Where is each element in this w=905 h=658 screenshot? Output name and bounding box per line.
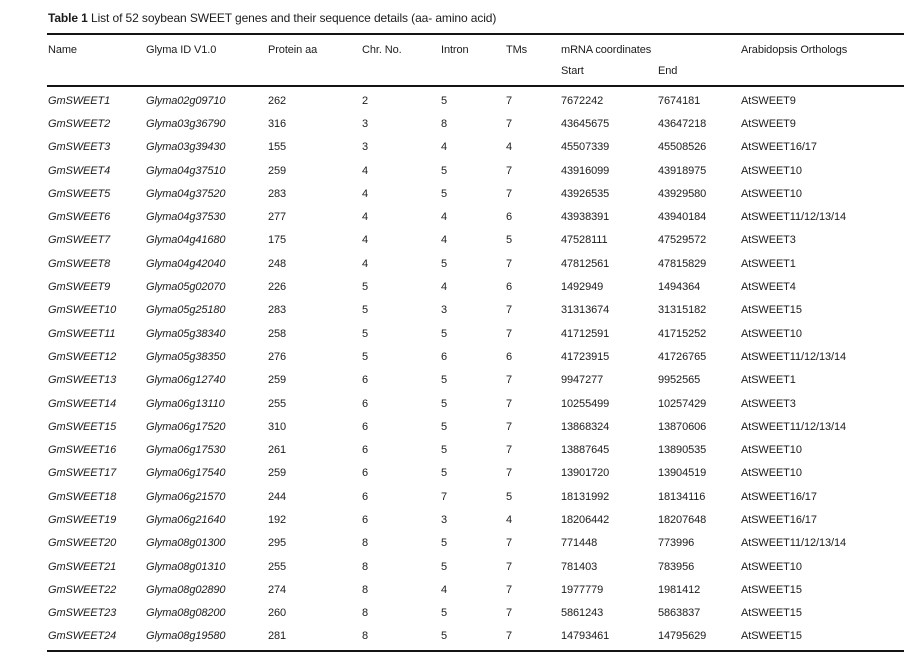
cell-protein-aa: 175: [268, 234, 287, 247]
cell-protein-aa: 255: [268, 397, 287, 410]
cell-tms: 6: [506, 350, 513, 363]
cell-chr-no: 6: [362, 513, 369, 526]
cell-tms: 7: [506, 467, 513, 480]
cell-mrna-start: 47812561: [561, 257, 610, 270]
cell-glyma-id: Glyma03g39430: [146, 141, 226, 154]
table-row: [47, 322, 904, 345]
cell-gene-name: GmSWEET13: [48, 374, 117, 387]
cell-intron: 5: [441, 560, 448, 573]
cell-glyma-id: Glyma06g17520: [146, 420, 226, 433]
cell-mrna-start: 1492949: [561, 281, 604, 294]
cell-protein-aa: 248: [268, 257, 287, 270]
cell-chr-no: 2: [362, 94, 369, 107]
cell-tms: 7: [506, 164, 513, 177]
cell-tms: 7: [506, 537, 513, 550]
col-header-tms: TMs: [506, 44, 528, 56]
cell-chr-no: 4: [362, 211, 369, 224]
col-header-chr-no: Chr. No.: [362, 44, 402, 56]
cell-ortholog: AtSWEET15: [741, 304, 802, 317]
table-row: [47, 275, 904, 298]
col-header-start: Start: [561, 65, 584, 77]
cell-intron: 5: [441, 467, 448, 480]
cell-protein-aa: 259: [268, 467, 287, 480]
cell-mrna-start: 41712591: [561, 327, 610, 340]
cell-intron: 5: [441, 164, 448, 177]
cell-gene-name: GmSWEET11: [48, 327, 116, 340]
cell-ortholog: AtSWEET10: [741, 444, 802, 457]
cell-mrna-end: 13890535: [658, 444, 707, 457]
table-row: [47, 485, 904, 508]
cell-glyma-id: Glyma06g17530: [146, 444, 226, 457]
cell-glyma-id: Glyma08g08200: [146, 607, 226, 620]
cell-chr-no: 3: [362, 117, 369, 130]
cell-protein-aa: 295: [268, 537, 287, 550]
cell-protein-aa: 316: [268, 117, 287, 130]
cell-protein-aa: 274: [268, 583, 287, 596]
cell-intron: 4: [441, 234, 448, 247]
cell-glyma-id: Glyma06g17540: [146, 467, 226, 480]
cell-ortholog: AtSWEET15: [741, 630, 802, 643]
cell-chr-no: 5: [362, 327, 369, 340]
cell-ortholog: AtSWEET10: [741, 467, 802, 480]
cell-chr-no: 6: [362, 490, 369, 503]
cell-protein-aa: 276: [268, 350, 287, 363]
table-row: [47, 532, 904, 555]
table-row: [47, 182, 904, 205]
cell-tms: 5: [506, 234, 513, 247]
cell-tms: 7: [506, 327, 513, 340]
cell-mrna-start: 43926535: [561, 187, 610, 200]
cell-mrna-start: 14793461: [561, 630, 610, 643]
cell-mrna-end: 47529572: [658, 234, 707, 247]
cell-tms: 7: [506, 630, 513, 643]
cell-intron: 4: [441, 583, 448, 596]
cell-mrna-start: 13901720: [561, 467, 610, 480]
cell-chr-no: 6: [362, 397, 369, 410]
cell-intron: 7: [441, 490, 448, 503]
cell-gene-name: GmSWEET7: [48, 234, 111, 247]
cell-chr-no: 5: [362, 304, 369, 317]
cell-glyma-id: Glyma06g21640: [146, 513, 226, 526]
cell-intron: 6: [441, 350, 448, 363]
cell-mrna-end: 47815829: [658, 257, 707, 270]
cell-mrna-start: 7672242: [561, 94, 604, 107]
cell-mrna-end: 7674181: [658, 94, 701, 107]
cell-mrna-end: 783956: [658, 560, 695, 573]
cell-intron: 5: [441, 187, 448, 200]
cell-intron: 5: [441, 374, 448, 387]
cell-mrna-end: 1981412: [658, 583, 701, 596]
cell-chr-no: 8: [362, 583, 369, 596]
cell-gene-name: GmSWEET14: [48, 397, 117, 410]
cell-gene-name: GmSWEET17: [48, 467, 117, 480]
cell-gene-name: GmSWEET4: [48, 164, 111, 177]
cell-glyma-id: Glyma04g37530: [146, 211, 226, 224]
cell-ortholog: AtSWEET16/17: [741, 141, 817, 154]
table-body: [47, 87, 904, 650]
table-1: [47, 8, 904, 652]
col-header-name: Name: [48, 44, 77, 56]
table-row: [47, 602, 904, 625]
cell-ortholog: AtSWEET11/12/13/14: [741, 420, 846, 433]
cell-protein-aa: 192: [268, 513, 287, 526]
cell-mrna-end: 1494364: [658, 281, 701, 294]
cell-chr-no: 6: [362, 374, 369, 387]
table-row: [47, 205, 904, 228]
cell-mrna-end: 41726765: [658, 350, 707, 363]
cell-protein-aa: 310: [268, 420, 287, 433]
caption-text: List of 52 soybean SWEET genes and their sequence details (aa- amino acid): [87, 11, 497, 25]
cell-tms: 7: [506, 560, 513, 573]
col-header-end: End: [658, 65, 678, 77]
cell-intron: 5: [441, 420, 448, 433]
cell-gene-name: GmSWEET15: [48, 420, 117, 433]
cell-tms: 7: [506, 444, 513, 457]
cell-tms: 4: [506, 141, 513, 154]
cell-glyma-id: Glyma06g13110: [146, 397, 225, 410]
cell-intron: 5: [441, 444, 448, 457]
col-header-mrna-coordinates: mRNA coordinates: [561, 44, 652, 56]
cell-mrna-end: 9952565: [658, 374, 701, 387]
cell-gene-name: GmSWEET18: [48, 490, 117, 503]
table-row: [47, 508, 904, 531]
cell-tms: 7: [506, 94, 513, 107]
cell-mrna-end: 43929580: [658, 187, 707, 200]
cell-ortholog: AtSWEET1: [741, 374, 796, 387]
bottom-rule: [47, 650, 904, 652]
cell-gene-name: GmSWEET10: [48, 304, 117, 317]
cell-ortholog: AtSWEET9: [741, 117, 796, 130]
cell-glyma-id: Glyma04g41680: [146, 234, 226, 247]
cell-glyma-id: Glyma04g37510: [146, 164, 226, 177]
cell-protein-aa: 281: [268, 630, 287, 643]
cell-chr-no: 8: [362, 560, 369, 573]
cell-glyma-id: Glyma05g02070: [146, 281, 226, 294]
cell-chr-no: 4: [362, 257, 369, 270]
table-row: [47, 392, 904, 415]
table-row: [47, 159, 904, 182]
cell-intron: 3: [441, 513, 448, 526]
cell-tms: 7: [506, 257, 513, 270]
table-caption: [47, 8, 904, 33]
cell-mrna-start: 771448: [561, 537, 598, 550]
cell-intron: 5: [441, 327, 448, 340]
table-row: [47, 555, 904, 578]
table-label: Table 1: [48, 11, 88, 25]
table-row: [47, 625, 904, 648]
cell-mrna-end: 43918975: [658, 164, 707, 177]
cell-chr-no: 6: [362, 420, 369, 433]
cell-glyma-id: Glyma04g37520: [146, 187, 226, 200]
cell-ortholog: AtSWEET10: [741, 164, 802, 177]
table-row: [47, 438, 904, 461]
cell-mrna-start: 41723915: [561, 350, 610, 363]
cell-glyma-id: Glyma05g25180: [146, 304, 226, 317]
table-row: [47, 369, 904, 392]
col-header-glyma-id: Glyma ID V1.0: [146, 44, 217, 56]
cell-ortholog: AtSWEET11/12/13/14: [741, 211, 846, 224]
cell-mrna-start: 9947277: [561, 374, 604, 387]
table-row: [47, 578, 904, 601]
cell-gene-name: GmSWEET21: [48, 560, 117, 573]
cell-intron: 5: [441, 630, 448, 643]
cell-ortholog: AtSWEET10: [741, 327, 802, 340]
cell-gene-name: GmSWEET2: [48, 117, 111, 130]
header-row-2: [47, 56, 904, 85]
cell-ortholog: AtSWEET16/17: [741, 513, 817, 526]
cell-protein-aa: 255: [268, 560, 287, 573]
cell-ortholog: AtSWEET4: [741, 281, 796, 294]
cell-gene-name: GmSWEET9: [48, 281, 111, 294]
cell-mrna-start: 31313674: [561, 304, 610, 317]
cell-protein-aa: 262: [268, 94, 287, 107]
cell-glyma-id: Glyma03g36790: [146, 117, 226, 130]
cell-tms: 6: [506, 281, 513, 294]
cell-tms: 7: [506, 304, 513, 317]
cell-mrna-start: 13887645: [561, 444, 610, 457]
cell-gene-name: GmSWEET3: [48, 141, 111, 154]
cell-intron: 5: [441, 397, 448, 410]
cell-mrna-end: 18134116: [658, 490, 706, 503]
cell-chr-no: 5: [362, 281, 369, 294]
cell-intron: 4: [441, 211, 448, 224]
cell-intron: 5: [441, 607, 448, 620]
cell-gene-name: GmSWEET23: [48, 607, 117, 620]
cell-mrna-end: 43940184: [658, 211, 707, 224]
cell-chr-no: 4: [362, 234, 369, 247]
cell-chr-no: 3: [362, 141, 369, 154]
cell-ortholog: AtSWEET9: [741, 94, 796, 107]
cell-mrna-start: 10255499: [561, 397, 610, 410]
cell-intron: 5: [441, 257, 448, 270]
cell-ortholog: AtSWEET10: [741, 560, 802, 573]
cell-tms: 7: [506, 397, 513, 410]
cell-mrna-end: 10257429: [658, 397, 707, 410]
cell-gene-name: GmSWEET12: [48, 350, 117, 363]
table-row: [47, 136, 904, 159]
cell-protein-aa: 283: [268, 304, 287, 317]
cell-gene-name: GmSWEET6: [48, 211, 111, 224]
cell-tms: 7: [506, 187, 513, 200]
cell-mrna-end: 13904519: [658, 467, 707, 480]
cell-tms: 7: [506, 583, 513, 596]
cell-mrna-start: 47528111: [561, 234, 608, 247]
cell-mrna-end: 773996: [658, 537, 695, 550]
cell-mrna-start: 18206442: [561, 513, 610, 526]
cell-mrna-end: 13870606: [658, 420, 707, 433]
cell-mrna-end: 5863837: [658, 607, 701, 620]
cell-protein-aa: 277: [268, 211, 287, 224]
cell-mrna-end: 31315182: [658, 304, 707, 317]
cell-mrna-end: 45508526: [658, 141, 707, 154]
cell-protein-aa: 261: [268, 444, 287, 457]
cell-tms: 6: [506, 211, 513, 224]
cell-glyma-id: Glyma08g01310: [146, 560, 226, 573]
cell-protein-aa: 258: [268, 327, 287, 340]
cell-ortholog: AtSWEET16/17: [741, 490, 817, 503]
cell-gene-name: GmSWEET5: [48, 187, 111, 200]
cell-intron: 4: [441, 141, 448, 154]
cell-ortholog: AtSWEET3: [741, 234, 796, 247]
table-row: [47, 252, 904, 275]
cell-intron: 5: [441, 537, 448, 550]
cell-glyma-id: Glyma05g38340: [146, 327, 226, 340]
cell-gene-name: GmSWEET24: [48, 630, 117, 643]
cell-mrna-start: 781403: [561, 560, 598, 573]
cell-chr-no: 8: [362, 630, 369, 643]
cell-tms: 5: [506, 490, 513, 503]
cell-gene-name: GmSWEET20: [48, 537, 117, 550]
cell-mrna-end: 41715252: [658, 327, 707, 340]
cell-ortholog: AtSWEET15: [741, 583, 802, 596]
cell-chr-no: 6: [362, 467, 369, 480]
cell-ortholog: AtSWEET15: [741, 607, 802, 620]
cell-ortholog: AtSWEET11/12/13/14: [741, 350, 846, 363]
cell-tms: 7: [506, 117, 513, 130]
header-row-1: [47, 35, 904, 56]
cell-tms: 4: [506, 513, 513, 526]
cell-tms: 7: [506, 420, 513, 433]
cell-intron: 4: [441, 281, 448, 294]
cell-intron: 3: [441, 304, 448, 317]
cell-glyma-id: Glyma02g09710: [146, 94, 226, 107]
cell-mrna-start: 18131992: [561, 490, 610, 503]
cell-protein-aa: 260: [268, 607, 287, 620]
cell-mrna-end: 14795629: [658, 630, 707, 643]
table-row: [47, 89, 904, 112]
cell-protein-aa: 259: [268, 374, 287, 387]
cell-glyma-id: Glyma08g01300: [146, 537, 226, 550]
cell-chr-no: 6: [362, 444, 369, 457]
cell-mrna-start: 43916099: [561, 164, 610, 177]
cell-intron: 5: [441, 94, 448, 107]
cell-intron: 8: [441, 117, 448, 130]
cell-ortholog: AtSWEET3: [741, 397, 796, 410]
cell-tms: 7: [506, 374, 513, 387]
cell-chr-no: 8: [362, 537, 369, 550]
cell-protein-aa: 283: [268, 187, 287, 200]
cell-ortholog: AtSWEET10: [741, 187, 802, 200]
cell-chr-no: 4: [362, 187, 369, 200]
cell-protein-aa: 244: [268, 490, 287, 503]
cell-gene-name: GmSWEET16: [48, 444, 117, 457]
table-row: [47, 345, 904, 368]
cell-chr-no: 8: [362, 607, 369, 620]
cell-gene-name: GmSWEET19: [48, 513, 117, 526]
cell-ortholog: AtSWEET11/12/13/14: [741, 537, 846, 550]
cell-gene-name: GmSWEET1: [48, 94, 111, 107]
cell-mrna-start: 5861243: [561, 607, 604, 620]
cell-glyma-id: Glyma08g02890: [146, 583, 226, 596]
col-header-intron: Intron: [441, 44, 469, 56]
cell-mrna-end: 18207648: [658, 513, 707, 526]
cell-chr-no: 5: [362, 350, 369, 363]
cell-tms: 7: [506, 607, 513, 620]
col-header-arabidopsis-orthologs: Arabidopsis Orthologs: [741, 44, 848, 56]
cell-protein-aa: 226: [268, 281, 287, 294]
cell-gene-name: GmSWEET22: [48, 583, 117, 596]
cell-glyma-id: Glyma06g21570: [146, 490, 226, 503]
cell-glyma-id: Glyma08g19580: [146, 630, 226, 643]
cell-ortholog: AtSWEET1: [741, 257, 796, 270]
cell-glyma-id: Glyma06g12740: [146, 374, 226, 387]
cell-protein-aa: 259: [268, 164, 287, 177]
table-row: [47, 112, 904, 135]
cell-mrna-end: 43647218: [658, 117, 707, 130]
col-header-protein-aa: Protein aa: [268, 44, 318, 56]
cell-mrna-start: 1977779: [561, 583, 604, 596]
cell-glyma-id: Glyma04g42040: [146, 257, 226, 270]
cell-glyma-id: Glyma05g38350: [146, 350, 226, 363]
table-row: [47, 299, 904, 322]
table-row: [47, 229, 904, 252]
table-row: [47, 415, 904, 438]
cell-protein-aa: 155: [268, 141, 287, 154]
cell-mrna-start: 43938391: [561, 211, 610, 224]
cell-mrna-start: 13868324: [561, 420, 610, 433]
cell-mrna-start: 43645675: [561, 117, 610, 130]
cell-chr-no: 4: [362, 164, 369, 177]
cell-gene-name: GmSWEET8: [48, 257, 111, 270]
table-row: [47, 462, 904, 485]
cell-mrna-start: 45507339: [561, 141, 610, 154]
